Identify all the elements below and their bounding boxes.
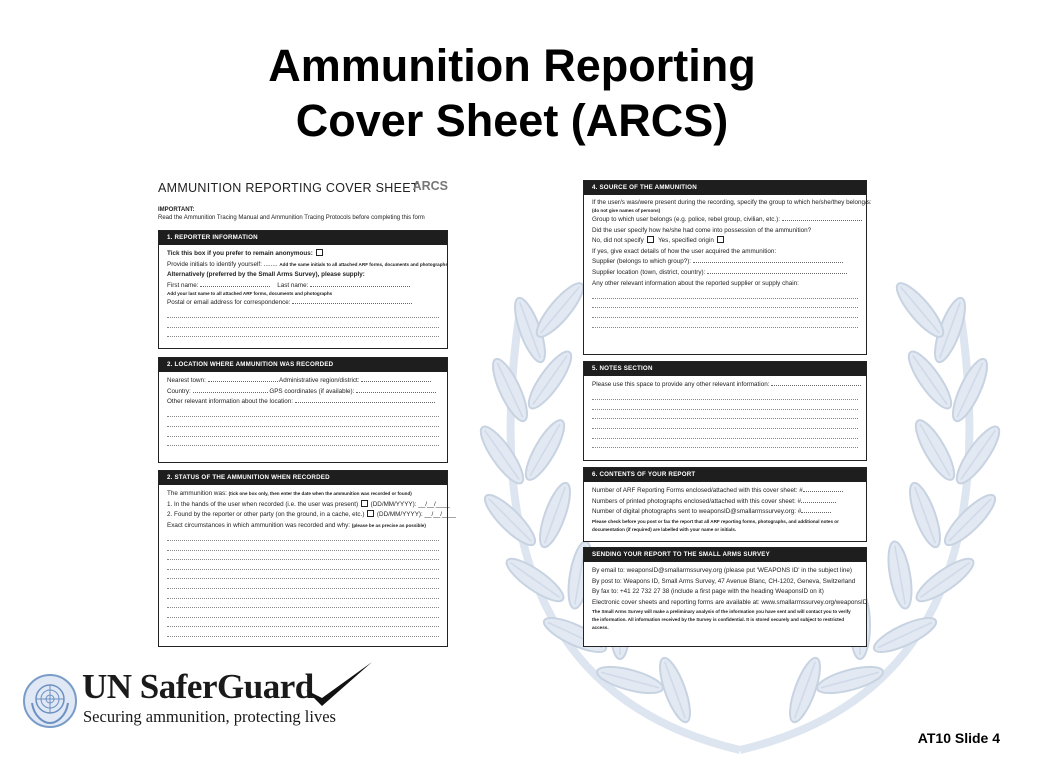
not-specified-label: No, did not specify — [592, 237, 644, 245]
country-field[interactable] — [193, 387, 268, 393]
initials-label: Provide initials to identify yourself: ........ — [167, 260, 278, 268]
blank-line[interactable] — [167, 541, 439, 551]
exact-circumstances-note: (please be as precise as possible) — [351, 522, 426, 528]
postal-field[interactable] — [292, 298, 412, 304]
blank-line[interactable] — [167, 579, 439, 589]
section-header: 2. STATUS OF THE AMMUNITION WHEN RECORDED — [159, 471, 447, 485]
option-found — [167, 510, 457, 521]
send-note-l1: The Small Arms Survey will make a preliminary analysis of the information you have sent and will contact you to verify — [592, 609, 851, 615]
send-fax: By fax to: +41 22 732 27 38 (include a first page with the heading WeaponsID on it) — [592, 588, 824, 596]
send-note-l3: access. — [592, 625, 609, 631]
specified-origin-label: Yes, specified origin — [658, 237, 714, 245]
anonymous-label: Tick this box if you prefer to remain anonymous: — [167, 250, 313, 257]
location-other-line — [167, 397, 439, 408]
section-reporter-information — [158, 230, 448, 349]
option-user-present-label: 1. In the hands of the user when recorded (i.e. the user was present) — [167, 500, 359, 508]
section-header: SENDING YOUR REPORT TO THE SMALL ARMS SURVEY — [584, 548, 866, 562]
location-other-label: Other relevant information about the location: — [167, 398, 295, 406]
contents-arf-label: Number of ARF Reporting Forms enclosed/attached with this cover sheet: # — [592, 487, 803, 494]
supplier-location-line — [592, 268, 858, 279]
section-notes — [583, 361, 867, 461]
alternative-label: Alternatively (preferred by the Small Arms Survey), please supply: — [167, 271, 365, 279]
exact-circumstances-label: Exact circumstances in which ammunition was recorded and why: — [167, 521, 351, 529]
source-l8: Any other relevant information about the reported supplier or supply chain: — [592, 279, 799, 287]
blank-line[interactable] — [167, 551, 439, 561]
important-text: Read the Ammunition Tracing Manual and Ammunition Tracing Protocols before completing this form — [158, 214, 425, 221]
contents-digital-label: Number of digital photographs sent to weaponsID@smallarmssurvey.org: # — [592, 508, 802, 516]
blank-line[interactable] — [592, 299, 858, 309]
contents-check-l2: documentation (if required) are labelled with your name or initials. — [592, 526, 737, 532]
notes-field[interactable] — [771, 380, 861, 386]
blank-line[interactable] — [167, 328, 439, 338]
option-user-present-checkbox[interactable] — [361, 500, 368, 507]
supplier-field[interactable] — [693, 257, 843, 263]
town-line — [167, 376, 439, 387]
blank-line[interactable] — [167, 570, 439, 580]
form-title: AMMUNITION REPORTING COVER SHEET — [158, 181, 419, 195]
blank-line[interactable] — [167, 589, 439, 599]
first-name-label: First name: — [167, 281, 201, 289]
blank-line[interactable] — [592, 419, 858, 429]
section-location — [158, 357, 448, 463]
blank-line[interactable] — [167, 560, 439, 570]
blank-line[interactable] — [592, 410, 858, 420]
slide-title-line-1: Ammunition Reporting — [268, 40, 756, 91]
section-header: 5. NOTES SECTION — [584, 362, 866, 376]
brand-guard: Guard — [217, 667, 314, 706]
option-found-label: 2. Found by the reporter or other party (on the ground, in a cache, etc.) — [167, 511, 365, 519]
name-line — [167, 281, 439, 290]
alternative-line — [167, 270, 439, 281]
blank-line[interactable] — [592, 289, 858, 299]
source-l1: If the user/s was/were present during the recording, specify the group to which he/she/they belong/s: — [592, 199, 872, 206]
initials-line — [167, 260, 448, 271]
town-label: Nearest town: — [167, 377, 208, 384]
country-label: Country: — [167, 387, 193, 395]
last-name-label: Last name: — [277, 281, 311, 289]
section-header: 1. REPORTER INFORMATION — [159, 231, 447, 245]
important-note — [158, 207, 458, 222]
ammunition-was-note: (tick one box only, then enter the date when the ammunition was recorded or found) — [228, 491, 412, 496]
slide-title-line-2: Cover Sheet (ARCS) — [295, 95, 729, 146]
section-sending — [583, 547, 867, 647]
town-field[interactable] — [208, 376, 278, 382]
contents-printed-line — [592, 497, 858, 508]
option-found-date[interactable]: (DD/MM/YYYY): __/__/____ — [376, 511, 457, 519]
supplier-line — [592, 257, 858, 268]
contents-printed-field[interactable] — [801, 497, 836, 503]
notes-line — [592, 380, 858, 391]
un-saferguard-logo — [22, 665, 382, 725]
contents-arf-field[interactable] — [803, 486, 843, 492]
last-name-field[interactable] — [310, 281, 410, 287]
checkmark-icon — [304, 660, 374, 710]
region-field[interactable] — [361, 376, 431, 382]
supplier-location-field[interactable] — [707, 268, 847, 274]
contents-digital-line — [592, 507, 858, 518]
supplier-label: Supplier (belongs to which group?): — [592, 258, 693, 266]
blank-line[interactable] — [167, 308, 439, 318]
section-header: 6. CONTENTS OF YOUR REPORT — [584, 468, 866, 482]
brand-name — [82, 667, 314, 707]
option-user-present-date[interactable]: (DD/MM/YYYY): __/__/____ — [370, 500, 450, 508]
send-electronic: Electronic cover sheets and reporting forms are available at: www.smallarmssurvey.org/weaponsID — [592, 598, 868, 606]
form-code: ARCS — [412, 179, 448, 193]
anonymous-checkbox[interactable] — [316, 249, 323, 256]
source-group-label: Group to which user belongs (e.g. police, rebel group, civilian, etc.): — [592, 216, 782, 223]
blank-line[interactable] — [167, 427, 439, 437]
contents-printed-label: Numbers of printed photographs enclosed/attached with this cover sheet: # — [592, 497, 801, 505]
ammunition-was-line — [167, 489, 439, 500]
location-other-field[interactable] — [295, 397, 435, 403]
send-note-l2: the information. All information received by the Survey is confidential. It is stored securely and subject to restricted — [592, 617, 845, 623]
postal-label: Postal or email address for correspondence: — [167, 298, 293, 306]
blank-line[interactable] — [592, 318, 858, 328]
brand-un: UN Safer — [82, 667, 217, 706]
source-specify-line — [592, 236, 858, 247]
postal-line — [167, 298, 439, 309]
section-header: 4. SOURCE OF THE AMMUNITION — [584, 181, 866, 195]
section-ammunition-status — [158, 470, 457, 647]
initials-note: Add the same initials to all attached ARF forms, documents and photographs — [279, 261, 448, 267]
source-group-field[interactable] — [782, 215, 862, 221]
option-user-present — [167, 500, 450, 511]
blank-line[interactable] — [167, 437, 439, 447]
blank-line[interactable] — [167, 408, 439, 418]
blank-line[interactable] — [167, 531, 439, 541]
contents-arf-line — [592, 486, 858, 497]
blank-line[interactable] — [167, 318, 439, 328]
gps-label: GPS coordinates (if available): — [269, 387, 357, 395]
section-source — [583, 180, 872, 355]
slide-number: AT10 Slide 4 — [917, 730, 1000, 746]
exact-circumstances-line — [167, 521, 439, 532]
source-group-line — [592, 215, 858, 226]
gps-field[interactable] — [356, 387, 436, 393]
source-l5: If yes, give exact details of how the user acquired the ammunition: — [592, 247, 777, 255]
blank-line[interactable] — [592, 400, 858, 410]
contents-digital-field[interactable] — [801, 507, 831, 513]
not-specified-checkbox[interactable] — [647, 236, 654, 243]
blank-line[interactable] — [592, 439, 858, 449]
option-found-checkbox[interactable] — [367, 510, 374, 517]
first-name-field[interactable] — [200, 281, 270, 287]
contents-check-l1: Please check before you post or fax the report that all ARF reporting forms, photographs, and additional notes or — [592, 518, 839, 524]
region-label: Administrative region/district: — [279, 377, 362, 384]
anonymous-line — [167, 249, 439, 260]
blank-line[interactable] — [167, 417, 439, 427]
blank-line[interactable] — [167, 627, 439, 637]
blank-line[interactable] — [592, 308, 858, 318]
slide-title — [0, 38, 1024, 148]
section-contents — [583, 467, 867, 542]
important-label: IMPORTANT: — [158, 207, 195, 213]
send-post: By post to: Weapons ID, Small Arms Survey, 47 Avenue Blanc, CH-1202, Geneva, Switzerland — [592, 577, 856, 585]
blank-line[interactable] — [167, 599, 439, 609]
source-l3: Did the user specify how he/she had come into possession of the ammunition? — [592, 226, 812, 234]
ammunition-was-label: The ammunition was: — [167, 490, 227, 497]
form-heading — [158, 179, 448, 197]
blank-line[interactable] — [592, 391, 858, 401]
last-name-note: Add your last name to all attached ARF forms, documents and photographs — [167, 290, 333, 296]
supplier-location-label: Supplier location (town, district, country): — [592, 268, 708, 276]
blank-line[interactable] — [167, 618, 439, 628]
blank-line[interactable] — [592, 429, 858, 439]
send-email: By email to: weaponsID@smallarmssurvey.org (please put 'WEAPONS ID' in the subject line) — [592, 567, 852, 574]
notes-label: Please use this space to provide any other relevant information: — [592, 381, 772, 388]
un-emblem-icon — [22, 673, 78, 729]
specified-origin-checkbox[interactable] — [717, 236, 724, 243]
blank-line[interactable] — [167, 608, 439, 618]
section-header: 2. LOCATION WHERE AMMUNITION WAS RECORDED — [159, 358, 447, 372]
source-l1-note: (do not give names of persons) — [592, 208, 661, 213]
brand-tagline: Securing ammunition, protecting lives — [83, 707, 336, 726]
country-line — [167, 387, 439, 398]
